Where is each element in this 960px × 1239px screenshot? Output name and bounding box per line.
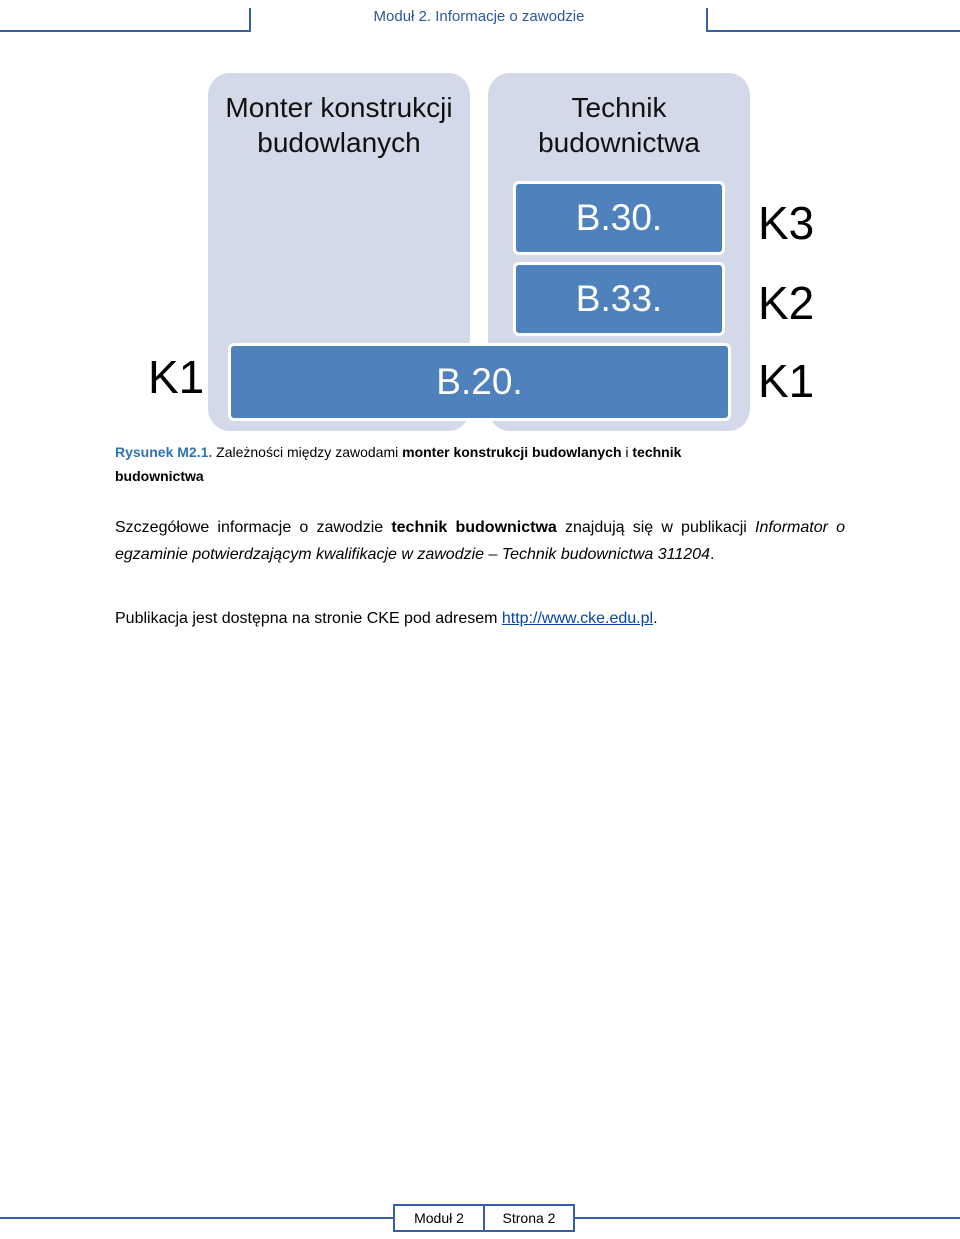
p1-publication-title: Informator o egzaminie potwierdzającym kwalifikacje w zawodzie – Technik budownictwa 311204 xyxy=(115,519,845,563)
footer-module: Moduł 2 xyxy=(393,1204,485,1232)
caption-text-2: i xyxy=(621,444,633,460)
p2-text-a: Publikacja jest dostępna na stronie CKE pod adresem xyxy=(115,610,502,627)
p1-text-b: znajdują się w publikacji xyxy=(556,519,756,536)
p1-bold: technik budownictwa xyxy=(391,519,557,536)
paragraph-details xyxy=(115,514,845,568)
caption-bold-2: technik budownictwa xyxy=(115,444,682,484)
level-k3-right: K3 xyxy=(758,197,815,249)
caption-bold-1: monter konstrukcji budowlanych xyxy=(402,444,622,460)
qualification-b30: B.30. xyxy=(513,181,725,255)
header-rule-left xyxy=(0,30,250,32)
qualification-b20: B.20. xyxy=(228,343,731,421)
footer-page: Strona 2 xyxy=(483,1204,575,1232)
level-k1-left: K1 xyxy=(148,351,205,403)
figure-caption xyxy=(115,440,755,488)
qualification-b33: B.33. xyxy=(513,262,725,336)
p2-end: . xyxy=(653,610,658,627)
footer-rule-left xyxy=(0,1217,395,1219)
level-k2-right: K2 xyxy=(758,277,815,329)
column-technik-title: Technik budownictwa xyxy=(538,92,700,158)
p1-end: . xyxy=(709,546,715,563)
header-title: Moduł 2. Informacje o zawodzie xyxy=(373,8,585,25)
header-tick-right xyxy=(706,8,708,32)
p1-text-a: Szczegółowe informacje o zawodzie xyxy=(115,519,392,536)
caption-label: Rysunek M2.1. xyxy=(115,444,213,460)
cke-link[interactable]: http://www.cke.edu.pl xyxy=(501,610,654,627)
paragraph-availability xyxy=(115,605,845,632)
column-monter-title: Monter konstrukcji budowlanych xyxy=(225,92,453,158)
footer-rule-right xyxy=(573,1217,960,1219)
caption-text-1: Zależności między zawodami xyxy=(212,444,403,460)
level-k1-right: K1 xyxy=(758,355,815,407)
header-rule-right xyxy=(706,30,960,32)
